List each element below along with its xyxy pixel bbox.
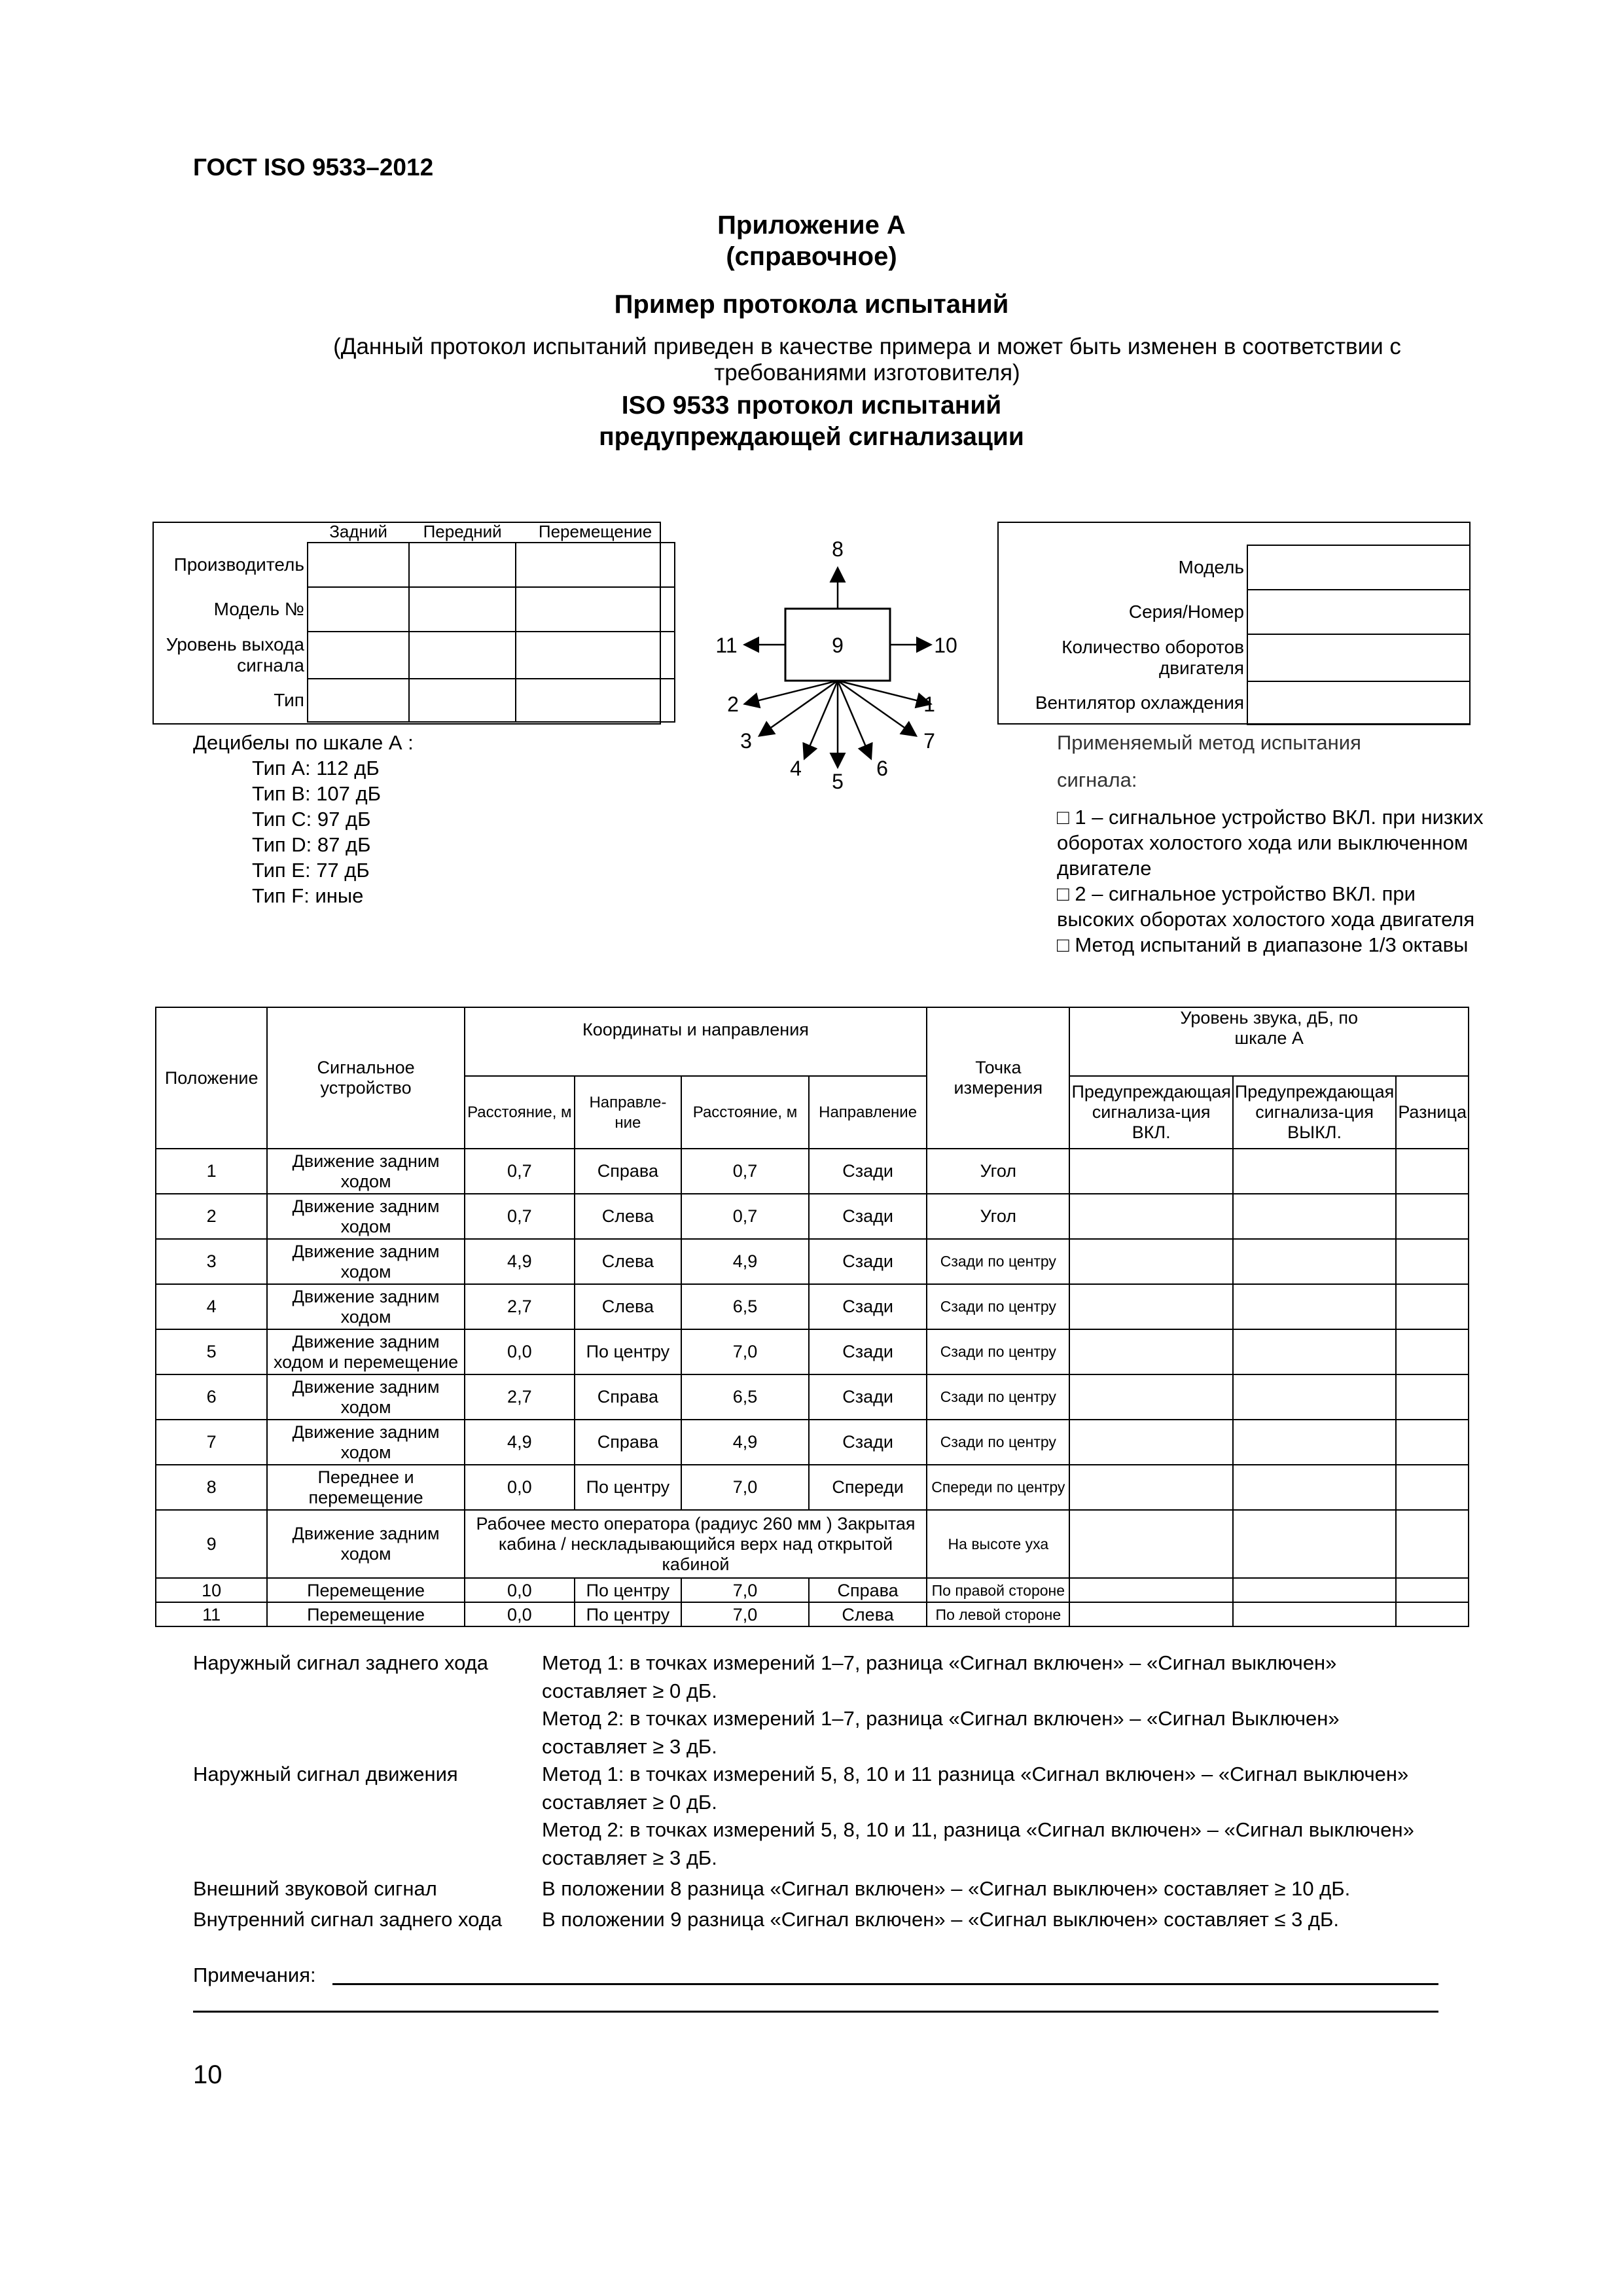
req-line: Метод 1: в точках измерений 5, 8, 10 и 11 разница «Сигнал включен» – «Сигнал выключен» (542, 1763, 1409, 1785)
cell-off[interactable] (1233, 1284, 1396, 1329)
cell-pt: Угол (927, 1194, 1069, 1239)
cell-d1: 4,9 (465, 1420, 575, 1465)
req-label-2: Наружный сигнал движения (193, 1763, 458, 1785)
arrow-2 (746, 681, 838, 704)
point-label-6: 6 (876, 757, 888, 780)
cell[interactable] (1247, 681, 1470, 725)
cell-d2: 4,9 (681, 1239, 809, 1284)
cell-dir1: По центру (575, 1465, 681, 1510)
cell-d2: 0,7 (681, 1149, 809, 1194)
cell-dev: Движение задним ходом (267, 1510, 464, 1578)
cell-d2: 7,0 (681, 1602, 809, 1626)
cell-d1: 0,0 (465, 1465, 575, 1510)
point-label-4: 4 (790, 757, 802, 780)
cell-dev: Движение задним ходом (267, 1420, 464, 1465)
notes-line-2[interactable] (193, 2011, 1438, 2013)
cell-dir2: Сзади (809, 1239, 927, 1284)
cell-dir1: Слева (575, 1284, 681, 1329)
cell-dir1: Справа (575, 1374, 681, 1420)
req-line: Метод 1: в точках измерений 1–7, разница «Сигнал включен» – «Сигнал выключен» (542, 1651, 1337, 1674)
cell-pos: 1 (156, 1149, 267, 1194)
cell-off[interactable] (1233, 1374, 1396, 1420)
row-signal-level: Уровень выхода сигнала (166, 634, 304, 675)
cell[interactable] (1247, 590, 1470, 634)
cell-pt: Сзади по центру (927, 1284, 1069, 1329)
decibel-type-e: Тип E: 77 дБ (252, 859, 370, 882)
cell-d2: 6,5 (681, 1284, 809, 1329)
cell-pos: 6 (156, 1374, 267, 1420)
cell-dev: Движение задним ходом (267, 1239, 464, 1284)
table-row (156, 1602, 1469, 1626)
table-row (156, 1149, 1469, 1194)
point-label-2: 2 (727, 692, 739, 716)
row-model: Модель (1178, 557, 1244, 577)
cell[interactable] (308, 632, 409, 679)
table-row (156, 1329, 1469, 1374)
h-dist1: Расстояние, м (465, 1076, 575, 1149)
cell[interactable] (308, 587, 409, 632)
cell-pos: 4 (156, 1284, 267, 1329)
cell-dir1: По центру (575, 1602, 681, 1626)
req-line: составляет ≥ 0 дБ. (542, 1790, 717, 1814)
method-2-option[interactable]: □ 2 – сигнальное устройство ВКЛ. при высоких оборотах холостого хода двигателя (1057, 882, 1475, 931)
cell-diff[interactable] (1396, 1510, 1469, 1578)
req-line: составляет ≥ 3 дБ. (542, 1734, 717, 1758)
cell-pos: 2 (156, 1194, 267, 1239)
cell-dev: Движение задним ходом (267, 1194, 464, 1239)
point-label-5: 5 (832, 770, 844, 793)
table-row (156, 1578, 1469, 1602)
cell[interactable] (409, 587, 516, 632)
cell-diff[interactable] (1396, 1578, 1469, 1602)
cell-d1: 4,9 (465, 1239, 575, 1284)
cell-d2: 7,0 (681, 1329, 809, 1374)
col-front: Передний (423, 522, 502, 541)
cell-off[interactable] (1233, 1465, 1396, 1510)
cell-pt: По левой стороне (927, 1602, 1069, 1626)
req-label-3: Внешний звуковой сигнал (193, 1877, 437, 1900)
cell-d1: 2,7 (465, 1374, 575, 1420)
cell[interactable] (516, 543, 675, 587)
cell-on[interactable] (1069, 1510, 1232, 1578)
cell-off[interactable] (1233, 1602, 1396, 1626)
decibel-type-c: Тип C: 97 дБ (252, 808, 371, 831)
cell-on[interactable] (1069, 1465, 1232, 1510)
decibel-type-f: Тип F: иные (252, 884, 364, 907)
cell-on[interactable] (1069, 1329, 1232, 1374)
notes-label: Примечания: (193, 1964, 316, 1986)
point-label-9: 9 (832, 634, 844, 657)
point-label-10: 10 (934, 634, 957, 657)
cell-dir1: По центру (575, 1329, 681, 1374)
cell[interactable] (308, 543, 409, 587)
cell-dir2: Спереди (809, 1465, 927, 1510)
annex-note-line2: требованиями изготовителя) (714, 360, 1020, 386)
decibels-list (193, 730, 414, 908)
cell-d1: 0,0 (465, 1578, 575, 1602)
col-movement: Перемещение (538, 522, 652, 541)
cell[interactable] (1247, 634, 1470, 681)
h-position: Положение (156, 1007, 267, 1149)
cell-off[interactable] (1233, 1510, 1396, 1578)
cell-d1: 0,0 (465, 1602, 575, 1626)
protocol-title-line2: предупреждающей сигнализации (599, 423, 1024, 451)
row-serial: Серия/Номер (1128, 601, 1244, 622)
left-info-table (153, 522, 675, 723)
cell-pt: Сзади по центру (927, 1329, 1069, 1374)
cell[interactable] (308, 679, 409, 722)
table-row (156, 1374, 1469, 1420)
cell-diff[interactable] (1396, 1602, 1469, 1626)
cell-pos: 10 (156, 1578, 267, 1602)
cell-on[interactable] (1069, 1194, 1232, 1239)
cell-pt: Сзади по центру (927, 1420, 1069, 1465)
row-manufacturer: Производитель (173, 554, 304, 575)
cell-diff[interactable] (1396, 1420, 1469, 1465)
cell-off[interactable] (1233, 1149, 1396, 1194)
protocol-title (0, 390, 1623, 453)
cell-d1: 0,0 (465, 1329, 575, 1374)
req-line: Метод 2: в точках измерений 5, 8, 10 и 11, разница «Сигнал включен» – «Сигнал выключен» (542, 1818, 1414, 1841)
cell-on[interactable] (1069, 1374, 1232, 1420)
req-line: составляет ≥ 3 дБ. (542, 1846, 717, 1869)
h-level: Уровень звука, дБ, по шкале А (1069, 1007, 1469, 1076)
method-octave-option[interactable]: □ Метод испытаний в диапазоне 1/3 октавы (1057, 933, 1469, 956)
cell-on[interactable] (1069, 1602, 1232, 1626)
point-label-1: 1 (923, 692, 935, 716)
cell-dev: Движение задним ходом (267, 1149, 464, 1194)
req-text-4: В положении 9 разница «Сигнал включен» – «Сигнал выключен» составляет ≤ 3 дБ. (542, 1908, 1339, 1931)
cell-dev: Перемещение (267, 1602, 464, 1626)
table-row (156, 1465, 1469, 1510)
cell-on[interactable] (1069, 1284, 1232, 1329)
protocol-title-line1: ISO 9533 протокол испытаний (621, 391, 1002, 420)
cell-pt: По правой стороне (927, 1578, 1069, 1602)
document-header: ГОСТ ISO 9533–2012 (193, 154, 434, 181)
cell-dir2: Сзади (809, 1149, 927, 1194)
page-number: 10 (193, 2060, 223, 2089)
annex-heading: Пример протокола испытаний (614, 290, 1009, 319)
cell-diff[interactable] (1396, 1329, 1469, 1374)
annex-note (0, 334, 1623, 386)
row-cooling-fan: Вентилятор охлаждения (1035, 692, 1244, 713)
cell-dev: Движение задним ходом (267, 1284, 464, 1329)
req-text-3: В положении 8 разница «Сигнал включен» – «Сигнал выключен» составляет ≥ 10 дБ. (542, 1877, 1351, 1900)
h-dir1: Направле-ние (575, 1076, 681, 1149)
point-label-11: 11 (715, 634, 738, 657)
decibel-type-d: Тип D: 87 дБ (252, 833, 371, 856)
row-model-number: Модель № (213, 599, 304, 619)
cell-on[interactable] (1069, 1149, 1232, 1194)
table-row (156, 1510, 1469, 1578)
cell-dir2: Справа (809, 1578, 927, 1602)
req-text-2 (542, 1761, 1510, 1872)
cell-dir2: Сзади (809, 1329, 927, 1374)
req-line: составляет ≥ 0 дБ. (542, 1679, 717, 1702)
cell-off[interactable] (1233, 1329, 1396, 1374)
table-row (156, 1239, 1469, 1284)
cell-dev: Движение задним ходом (267, 1374, 464, 1420)
cell-d2: 4,9 (681, 1420, 809, 1465)
cell-d1: 0,7 (465, 1194, 575, 1239)
arrow-1 (838, 681, 929, 704)
cell-dir2: Сзади (809, 1284, 927, 1329)
cell-pos: 9 (156, 1510, 267, 1578)
cell[interactable] (409, 632, 516, 679)
cell-dev: Переднее и перемещение (267, 1465, 464, 1510)
h-coords: Координаты и направления (465, 1007, 927, 1076)
cell-diff[interactable] (1396, 1194, 1469, 1239)
cell-dir1: Слева (575, 1194, 681, 1239)
cell[interactable] (516, 587, 675, 632)
cell-dir2: Слева (809, 1602, 927, 1626)
cell-diff[interactable] (1396, 1284, 1469, 1329)
notes-line-1[interactable] (332, 1983, 1438, 1985)
annex-kind: (справочное) (726, 242, 897, 271)
cell[interactable] (409, 679, 516, 722)
decibel-type-b: Тип B: 107 дБ (252, 782, 381, 805)
req-text-1 (542, 1649, 1510, 1761)
cell-pos: 8 (156, 1465, 267, 1510)
cell-dir1: Слева (575, 1239, 681, 1284)
req-line: Метод 2: в точках измерений 1–7, разница «Сигнал включен» – «Сигнал Выключен» (542, 1707, 1340, 1730)
table-row (156, 1420, 1469, 1465)
cell-on[interactable] (1069, 1578, 1232, 1602)
cell-off[interactable] (1233, 1420, 1396, 1465)
cell-pos: 3 (156, 1239, 267, 1284)
cell-pt: Спереди по центру (927, 1465, 1069, 1510)
measurement-points-diagram (687, 524, 1001, 798)
cell-on[interactable] (1069, 1239, 1232, 1284)
point-label-7: 7 (923, 729, 935, 753)
cell-pos: 5 (156, 1329, 267, 1374)
h-diff: Разница (1396, 1076, 1469, 1149)
cell-dir1: Справа (575, 1420, 681, 1465)
cell-d2: 6,5 (681, 1374, 809, 1420)
cell-d2: 0,7 (681, 1194, 809, 1239)
cell-dir2: Сзади (809, 1194, 927, 1239)
cell-d2: 7,0 (681, 1578, 809, 1602)
table-row (156, 1194, 1469, 1239)
cell-pos: 11 (156, 1602, 267, 1626)
cell[interactable] (516, 632, 675, 679)
req-label-1: Наружный сигнал заднего хода (193, 1651, 489, 1674)
point-label-3: 3 (740, 729, 752, 753)
cell-diff[interactable] (1396, 1465, 1469, 1510)
h-point: Точка измерения (927, 1007, 1069, 1149)
cell-dir1: По центру (575, 1578, 681, 1602)
point-label-8: 8 (832, 537, 844, 561)
cell-dev: Перемещение (267, 1578, 464, 1602)
table-row (156, 1284, 1469, 1329)
method-1-option[interactable]: □ 1 – сигнальное устройство ВКЛ. при низких оборотах холостого хода или выключенном двигателе (1057, 806, 1484, 880)
decibels-title: Децибелы по шкале А : (193, 731, 414, 754)
right-info-table (998, 545, 1471, 725)
cell-row9-note: Рабочее место оператора (радиус 260 мм ) Закрытая кабина / нескладывающийся верх над открытой кабиной (465, 1510, 927, 1578)
annex-note-line1: (Данный протокол испытаний приведен в качестве примера и может быть изменен в соответствии с (333, 334, 1401, 359)
cell-on[interactable] (1069, 1420, 1232, 1465)
cell-pt: Угол (927, 1149, 1069, 1194)
h-off: Предупреждающая сигнализа-ция ВЫКЛ. (1233, 1076, 1396, 1149)
h-device: Сигнальное устройство (267, 1007, 464, 1149)
cell-off[interactable] (1233, 1578, 1396, 1602)
annex-title: Приложение А (717, 211, 906, 240)
decibel-type-a: Тип А: 112 дБ (252, 757, 380, 780)
cell-dir2: Сзади (809, 1374, 927, 1420)
measurement-table (155, 1007, 1469, 1627)
cell-pt: Сзади по центру (927, 1239, 1069, 1284)
cell-diff[interactable] (1396, 1239, 1469, 1284)
cell[interactable] (409, 543, 516, 587)
row-engine-rpm: Количество оборотов двигателя (1061, 637, 1244, 678)
row-type: Тип (274, 690, 304, 710)
cell-d2: 7,0 (681, 1465, 809, 1510)
req-label-4: Внутренний сигнал заднего хода (193, 1908, 503, 1931)
methods-title-1: Применяемый метод испытания (1057, 731, 1361, 754)
col-rear: Задний (329, 522, 387, 541)
cell-pt: Сзади по центру (927, 1374, 1069, 1420)
h-dist2: Расстояние, м (681, 1076, 809, 1149)
cell-pos: 7 (156, 1420, 267, 1465)
cell-dev: Движение задним ходом и перемещение (267, 1329, 464, 1374)
methods-title-2: сигнала: (1057, 768, 1137, 791)
cell-diff[interactable] (1396, 1149, 1469, 1194)
cell-d1: 0,7 (465, 1149, 575, 1194)
h-on: Предупреждающая сигнализа-ция ВКЛ. (1069, 1076, 1232, 1149)
cell-pt: На высоте уха (927, 1510, 1069, 1578)
test-methods (1057, 730, 1495, 958)
cell-d1: 2,7 (465, 1284, 575, 1329)
cell-dir2: Сзади (809, 1420, 927, 1465)
cell-off[interactable] (1233, 1194, 1396, 1239)
cell-off[interactable] (1233, 1239, 1396, 1284)
h-dir2: Направление (809, 1076, 927, 1149)
cell-diff[interactable] (1396, 1374, 1469, 1420)
cell-dir1: Справа (575, 1149, 681, 1194)
cell[interactable] (1247, 545, 1470, 590)
cell[interactable] (516, 679, 675, 722)
